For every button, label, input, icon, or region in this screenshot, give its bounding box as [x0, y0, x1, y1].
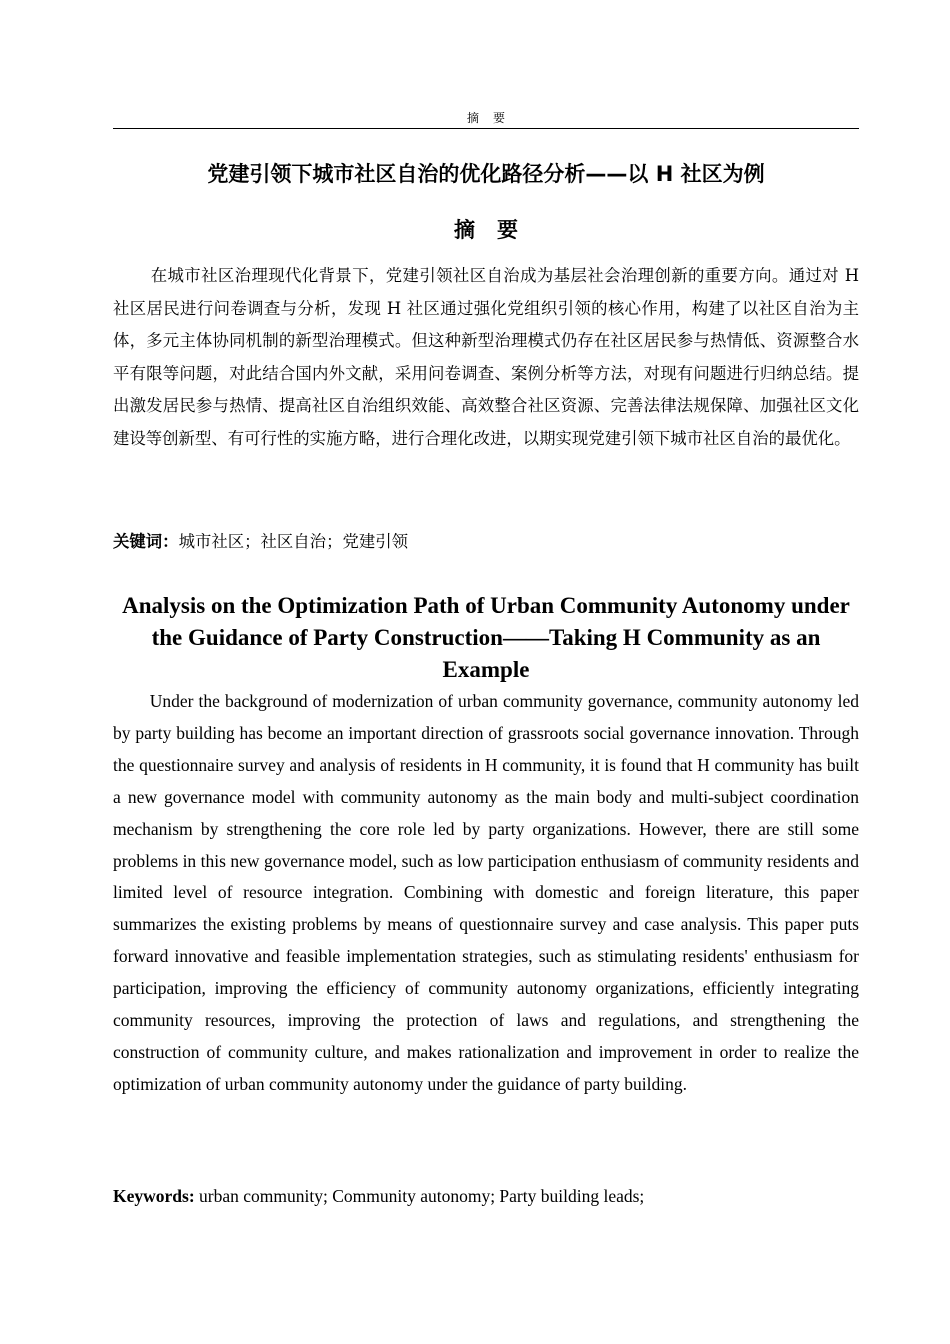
- english-title: Analysis on the Optimization Path of Urban Community Autonomy under the Guidance of Party Construction——Taking H Community as an Example: [122, 593, 850, 682]
- running-header: 摘要: [466, 111, 519, 125]
- english-keywords: [113, 1186, 859, 1207]
- english-keywords-label: Keywords:: [113, 1186, 195, 1206]
- chinese-keywords-text: 城市社区；社区自治；党建引领: [178, 532, 409, 551]
- chinese-title: 党建引领下城市社区自治的优化路径分析——以 H 社区为例: [207, 162, 765, 186]
- chinese-keywords-label: 关键词：: [113, 532, 179, 551]
- header-rule: [113, 128, 859, 129]
- english-keywords-text: urban community; Community autonomy; Party building leads;: [194, 1186, 645, 1206]
- english-abstract-body: Under the background of modernization of urban community governance, community autonomy led by party building has become an important direction of grassroots social governance innovation. Through the questionnaire survey and analysis of residents in H community, it is found that H community has built a new governance model with community autonomy as the main body and multi-subject coordination mechanism by strengthening the core role led by party organizations. However, there are still some problems in this new governance model, such as low participation enthusiasm of community residents and limited level of resource integration. Combining with domestic and foreign literature, this paper summarizes the existing problems by means of questionnaire survey and case analysis. This paper puts forward innovative and feasible implementation strategies, such as stimulating residents' enthusiasm for participation, improving the efficiency of community autonomy organizations, efficiently integrating community resources, improving the protection of laws and regulations, and strengthening the construction of community culture, and makes rationalization and improvement in order to realize the optimization of urban community autonomy under the guidance of party building.: [113, 691, 859, 1094]
- chinese-abstract-heading: 摘要: [454, 218, 540, 242]
- chinese-abstract-body: 在城市社区治理现代化背景下，党建引领社区自治成为基层社会治理创新的重要方向。通过对 H 社区居民进行问卷调查与分析，发现 H 社区通过强化党组织引领的核心作用，构建了以社区自治为主体，多元主体协同机制的新型治理模式。但这种新型治理模式仍存在社区居民参与热情低、资源整合水平有限等问题，对此结合国内外文献，采用问卷调查、案例分析等方法，对现有问题进行归纳总结。提出激发居民参与热情、提高社区自治组织效能、高效整合社区资源、完善法律法规保障、加强社区文化建设等创新型、有可行性的实施方略，进行合理化改进，以期实现党建引领下城市社区自治的最优化。: [113, 266, 859, 448]
- chinese-keywords: [113, 528, 859, 552]
